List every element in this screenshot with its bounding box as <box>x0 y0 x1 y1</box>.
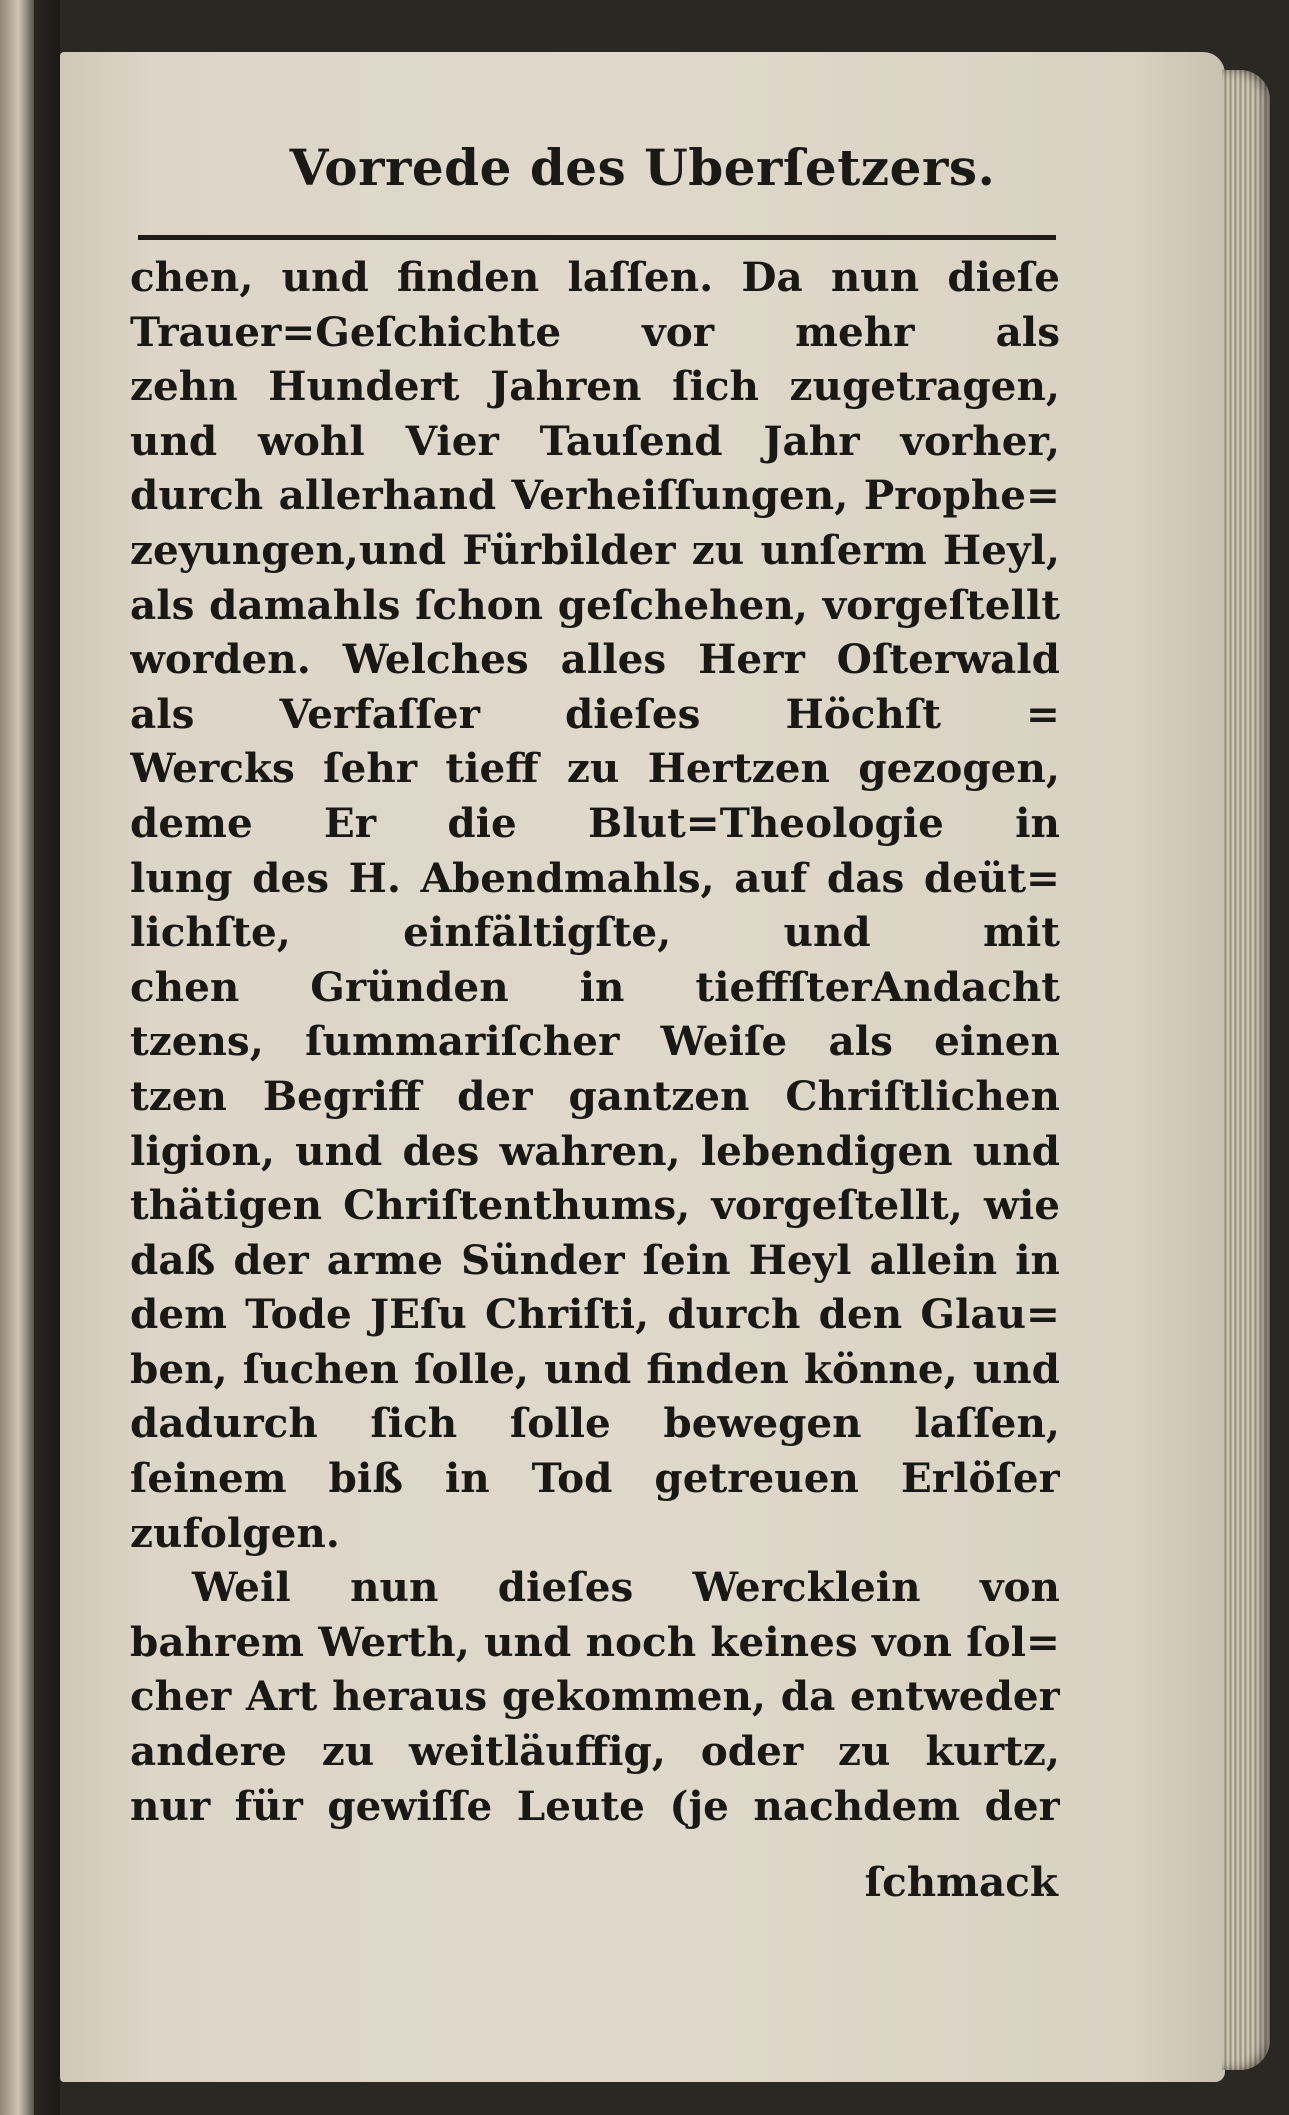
book-gutter <box>34 0 60 2115</box>
body-text <box>130 250 1060 1833</box>
text-line: nur für gewiſſe Leute (je nachdem der <box>130 1781 1060 1830</box>
text-line: chen Gründen in tieffſterAndacht <box>130 962 1060 1011</box>
catchword: ſchmack <box>864 1858 1058 1906</box>
text-line: dem Tode JEſu Chriſti, durch den Glau= <box>130 1290 1060 1339</box>
text-line: lung des H. Abendmahls, auf das deüt= <box>130 853 1060 902</box>
text-line: deme Er die Blut=Theologie in <box>130 798 1060 847</box>
text-line: bahrem Werth, und noch keines von ſol= <box>130 1617 1060 1666</box>
text-line: und wohl Vier Tauſend Jahr vorher, <box>130 416 1060 465</box>
text-line: zufolgen. <box>130 1508 340 1557</box>
text-line: zehn Hundert Jahren ſich zugetragen, <box>130 362 1060 411</box>
left-page-edge <box>0 0 34 2115</box>
text-line: andere zu weitläuffig, oder zu kurtz, <box>130 1727 1060 1776</box>
text-line: thätigen Chriſtenthums, vorgeſtellt, wie <box>130 1181 1060 1230</box>
text-line: zeyungen,und Fürbilder zu unſerm Heyl, <box>130 525 1060 574</box>
paragraph-first-line: Weil nun dieſes Wercklein von <box>192 1563 1060 1612</box>
text-line: Trauer=Geſchichte vor mehr als <box>130 307 1060 356</box>
text-line: als damahls ſchon geſchehen, vorgeſtellt <box>130 580 1060 629</box>
text-line: tzens, ſummariſcher Weiſe als einen <box>130 1017 1060 1066</box>
text-line: ſeinem biß in Tod getreuen Erlöſer <box>130 1454 1060 1503</box>
header-rule <box>138 235 1056 240</box>
text-line: cher Art heraus gekommen, da entweder <box>130 1672 1060 1721</box>
text-line: ligion, und des wahren, lebendigen und <box>130 1126 1060 1175</box>
text-line: chen, und finden laſſen. Da nun dieſe <box>130 253 1060 301</box>
text-line: ben, ſuchen ſolle, und finden könne, und <box>130 1344 1060 1393</box>
text-line: daß der arme Sünder ſein Heyl allein in <box>130 1235 1060 1284</box>
text-line: als Verfaſſer dieſes Höchſt = <box>130 689 1060 738</box>
text-line: worden. Welches alles Herr Oſterwald <box>130 635 1060 684</box>
text-line: dadurch ſich ſolle bewegen laſſen, <box>130 1399 1060 1448</box>
text-line: tzen Begriff der gantzen Chriſtlichen <box>130 1071 1060 1120</box>
page-edges <box>1222 70 1270 2070</box>
running-head: Vorrede des Uberſetzers. <box>289 138 996 197</box>
text-line: durch allerhand Verheiſſungen, Prophe= <box>130 471 1060 520</box>
text-line: Wercks ſehr tieff zu Hertzen gezogen, <box>130 744 1060 793</box>
text-line: lichſte, einfältigſte, und mit <box>130 908 1060 957</box>
